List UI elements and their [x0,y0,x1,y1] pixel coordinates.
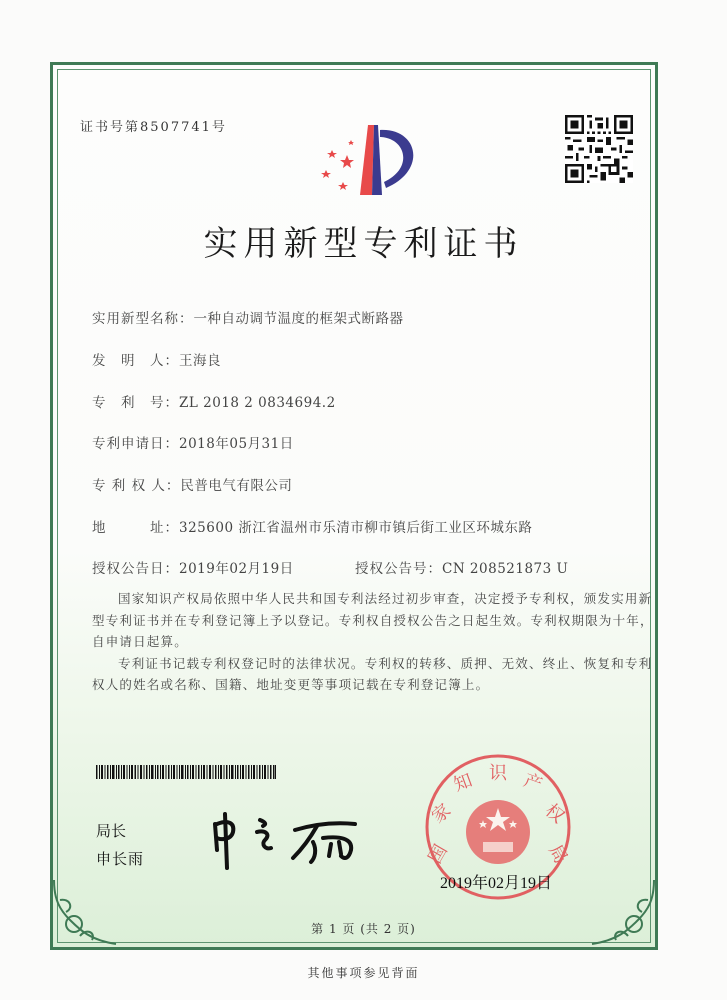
field-label: 授权公告日： [92,561,179,577]
statement-paragraph: 专利证书记载专利权登记时的法律状况。专利权的转移、质押、无效、终止、恢复和专利权人的姓名或名称、国籍、地址变更等事项记载在专利登记簿上。 [92,655,653,692]
svg-text:知: 知 [451,769,476,796]
svg-text:局: 局 [544,841,572,868]
field-label: 授权公告号： [355,561,442,577]
footer-note: 其他事项参见背面 [307,966,420,980]
svg-text:识: 识 [489,763,507,784]
corner-ornament-icon [588,880,658,950]
signature-icon [205,810,375,870]
field-value: CN 208521873 U [442,561,569,577]
field-value: ZL 2018 2 0834694.2 [179,395,336,411]
field-address [92,516,532,536]
field-value: 王海良 [179,353,221,369]
field-patentee [92,474,292,494]
field-value: 一种自动调节温度的框架式断路器 [193,311,404,327]
svg-text:家: 家 [427,799,456,828]
field-value: 2018年05月31日 [179,436,294,452]
director-title: 局长 [96,822,127,840]
cnipa-logo-icon [308,110,420,195]
field-value: 2019年02月19日 [179,561,294,577]
field-label: 发 明 人： [92,353,179,369]
field-patent-number [92,391,336,411]
field-label: 实用新型名称： [92,311,194,327]
field-value: 民普电气有限公司 [180,478,293,494]
field-label: 地 址： [92,520,179,536]
field-announcement-number [355,557,568,577]
corner-ornament-icon [50,880,120,950]
field-inventor [92,349,221,369]
field-value: 325600 浙江省温州市乐清市柳市镇后街工业区环城东路 [179,520,533,536]
barcode-icon [96,765,276,779]
page-indicator: 第 1 页 (共 2 页) [311,922,416,936]
field-application-date [92,432,294,452]
svg-text:国: 国 [424,841,452,868]
qr-code-icon [565,115,633,183]
statement-paragraph: 国家知识产权局依照中华人民共和国专利法经过初步审查，决定授予专利权，颁发实用新型专利证书并在专利登记簿上予以登记。专利权自授权公告之日起生效。专利权期限为十年，自申请日起算。 [92,591,654,649]
svg-text:权: 权 [540,799,569,828]
seal-date: 2019年02月19日 [440,875,553,892]
field-label: 专利申请日： [92,436,179,452]
field-utility-model-name [92,307,404,327]
director-name: 申长雨 [96,850,145,868]
field-grant-date [92,557,294,577]
certificate-statement [92,588,662,696]
field-label: 专 利 号： [92,395,179,411]
svg-text:产: 产 [520,769,545,796]
document-title: 实用新型专利证书 [203,224,524,264]
field-label: 专 利 权 人： [92,478,181,494]
certificate-number: 证书号第8507741号 [80,120,227,135]
